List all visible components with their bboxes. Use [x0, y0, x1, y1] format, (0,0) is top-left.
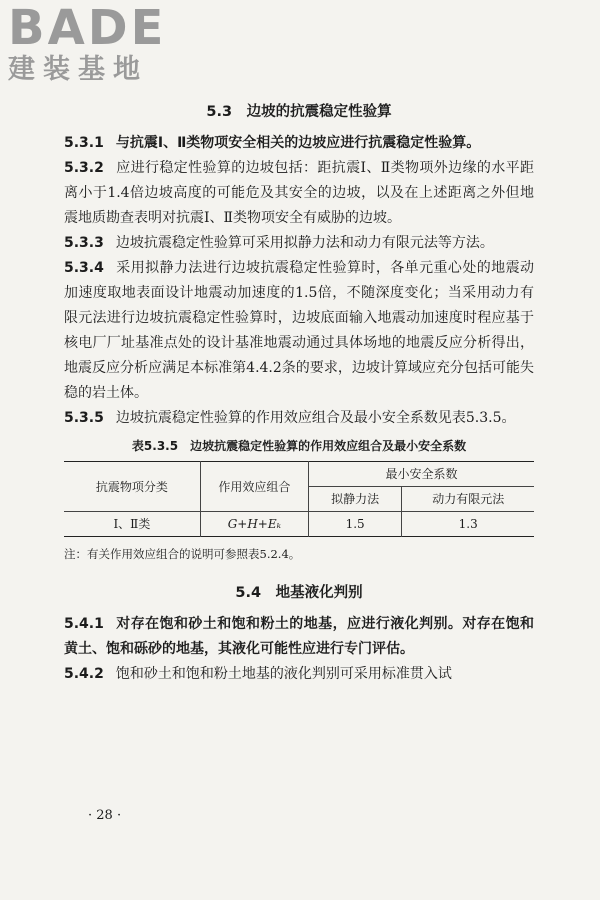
clause-5-3-1 [64, 131, 534, 156]
header-pseudo-static: 拟静力法 [308, 487, 402, 512]
cell-category: Ⅰ、Ⅱ类 [64, 512, 200, 537]
clause-5-3-3 [64, 231, 534, 256]
clause-number: 5.3.1 [64, 135, 104, 151]
clause-5-3-2 [64, 156, 534, 231]
clause-text: 饱和砂土和饱和粉土地基的液化判别可采用标准贯入试 [115, 666, 452, 682]
clause-number: 5.4.2 [64, 666, 104, 682]
section-heading-5-3: 5.3 边坡的抗震稳定性验算 [206, 104, 392, 120]
clause-5-4-1 [64, 612, 534, 662]
header-combination: 作用效应组合 [200, 462, 308, 512]
clause-number: 5.3.2 [64, 160, 104, 176]
header-dynamic-fem: 动力有限元法 [402, 487, 534, 512]
cell-dynamic-fem: 1.3 [402, 512, 534, 537]
table-note: 注：有关作用效应组合的说明可参照表5.2.4。 [64, 547, 301, 561]
header-category: 抗震物项分类 [64, 462, 200, 512]
header-min-safety-factor: 最小安全系数 [308, 462, 534, 487]
brand-logo [8, 2, 183, 92]
section-heading-5-4: 5.4 地基液化判别 [235, 585, 363, 601]
document-body [64, 100, 534, 687]
table-row [64, 512, 534, 537]
clause-number: 5.3.5 [64, 410, 104, 426]
logo-subtitle: 建装基地 [8, 54, 148, 85]
clause-5-3-4 [64, 256, 534, 406]
clause-text: 与抗震Ⅰ、Ⅱ类物项安全相关的边坡应进行抗震稳定性验算。 [115, 135, 481, 151]
table-header-row [64, 462, 534, 487]
logo-brand-text: BADE [8, 0, 167, 56]
clause-text: 对存在饱和砂土和饱和粉土的地基，应进行液化判别。对存在饱和黄土、饱和砾砂的地基，其液化可能性应进行专门评估。 [64, 616, 534, 657]
page-number: · 28 · [88, 808, 122, 823]
cell-combination: G+H+Eₖ [200, 512, 308, 537]
clause-text: 应进行稳定性验算的边坡包括：距抗震Ⅰ、Ⅱ类物项外边缘的水平距离小于1.4倍边坡高度的可能危及其安全的边坡，以及在上述距离之外但地震地质勘查表明对抗震Ⅰ、Ⅱ类物项安全有威胁的边坡。 [64, 160, 534, 226]
clause-5-4-2 [64, 662, 534, 687]
clause-text: 边坡抗震稳定性验算可采用拟静力法和动力有限元法等方法。 [115, 235, 494, 251]
safety-factor-table [64, 461, 534, 537]
clause-text: 采用拟静力法进行边坡抗震稳定性验算时，各单元重心处的地震动加速度取地表面设计地震动加速度的1.5倍，不随深度变化；当采用动力有限元法进行边坡抗震稳定性验算时，边坡底面输入地震动加速度时程应基于核电厂厂址基准点处的设计基准地震动通过具体场地的地震反应分析得出，地震反应分析应满足本标准第4.4.2条的要求，边坡计算域应充分包括可能失稳的岩土体。 [64, 260, 534, 401]
cell-pseudo-static: 1.5 [308, 512, 402, 537]
clause-5-3-5 [64, 406, 534, 431]
clause-number: 5.4.1 [64, 616, 104, 632]
table-title: 表5.3.5 边坡抗震稳定性验算的作用效应组合及最小安全系数 [131, 439, 467, 453]
clause-number: 5.3.3 [64, 235, 104, 251]
clause-number: 5.3.4 [64, 260, 104, 276]
clause-text: 边坡抗震稳定性验算的作用效应组合及最小安全系数见表5.3.5。 [115, 410, 516, 426]
